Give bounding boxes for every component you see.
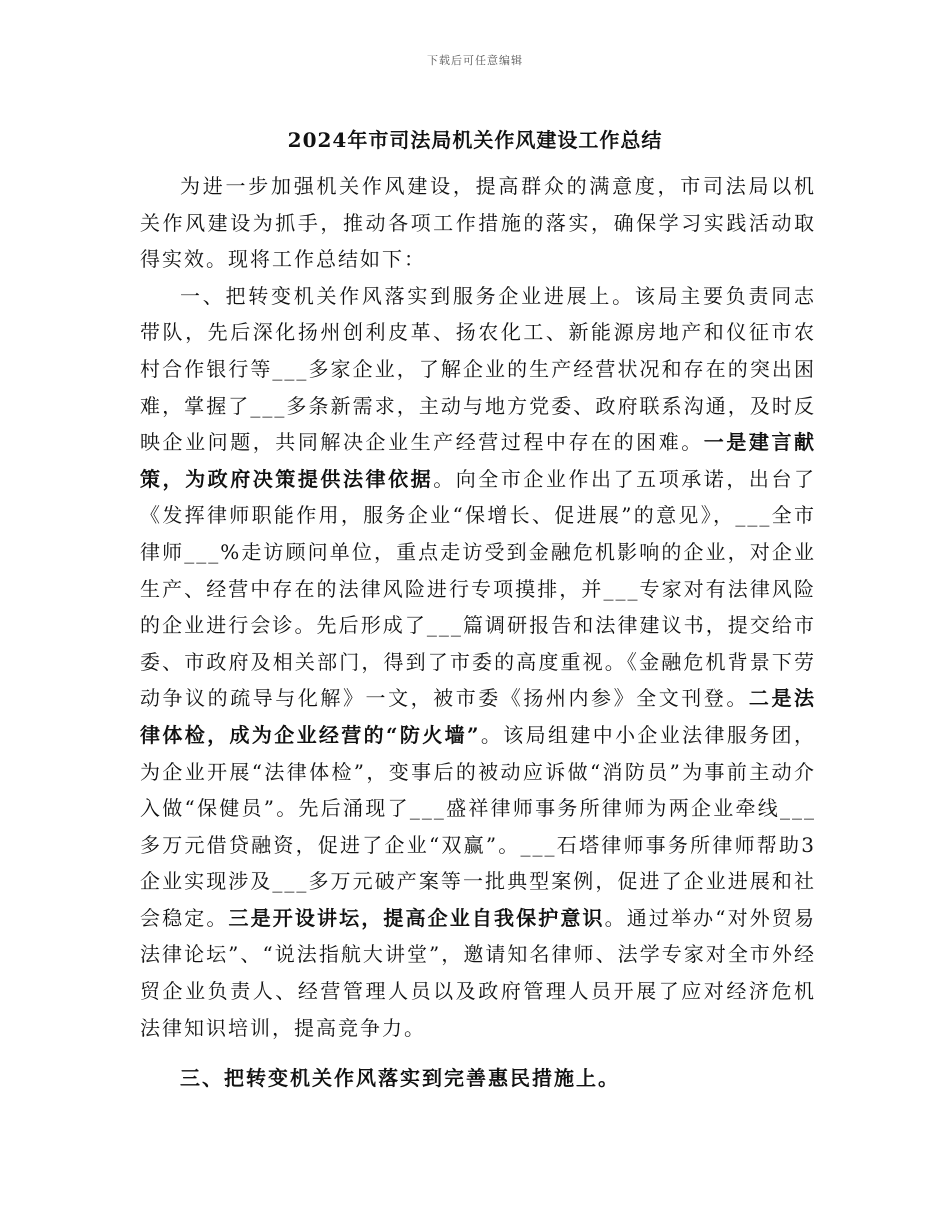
point-2-text: 。该局组建中小企业法律服务团，为企业开展“法律体检”，变事后的被动应诉做“消防员”为事前主动介入做“保健员”。先后涌现了___盛祥律师事务所律师为两企业牵线___多万元借贷融资，促进了企业“双赢”。___石塔律师事务所律师帮助3企业实现涉及___多万元破产案等一批典型案例，促进了企业进展和社会稳定。 [140, 722, 816, 930]
point-2-title: 二是法律体检，成为企业经营的“防火墙” [140, 686, 817, 747]
point-1-title: 一是建言献策，为政府决策提供法律依据 [140, 430, 817, 491]
point-1-text: 。向全市企业作出了五项承诺，出台了《发挥律师职能作用，服务企业“保增长、促进展”的意见》，___全市律师___%走访顾问单位，重点走访受到金融危机影响的企业，对企业生产、经营中存在的法律风险进行专项摸排，并___专家对有法律风险的企业进行会诊。先后形成了___篇调研报告和法律建议书，提交给市委、市政府及相关部门，得到了市委的高度重视。《金融危机背景下劳动争议的疏导与化解》一文，被市委《扬州内参》全文刊登。 [140, 466, 817, 711]
section-1-paragraph [140, 278, 816, 1046]
section-1-lead: 一、把转变机关作风落实到服务企业进展上。该局主要负责同志带队，先后深化扬州创利皮革、扬农化工、新能源房地产和仪征市农村合作银行等___多家企业，了解企业的生产经营状况和存在的突出困难，掌握了___多条新需求，主动与地方党委、政府联系沟通，及时反映企业问题，共同解决企业生产经营过程中存在的困难。 [140, 283, 816, 455]
document-title: 2024年市司法局机关作风建设工作总结 [287, 128, 663, 152]
intro-paragraph: 为进一步加强机关作风建设，提高群众的满意度，市司法局以机关作风建设为抓手，推动各项工作措施的落实，确保学习实践活动取得实效。现将工作总结如下： [140, 174, 816, 272]
point-3-text: 。通过举办“对外贸易法律论坛”、“说法指航大讲堂”，邀请知名律师、法学专家对全市外经贸企业负责人、经营管理人员以及政府管理人员开展了应对经济危机法律知识培训，提高竞争力。 [140, 905, 817, 1040]
point-3-title: 三是开设讲坛，提高企业自我保护意识 [228, 905, 605, 930]
page-header-note: 下载后可任意编辑 [427, 54, 523, 67]
document-body [140, 168, 816, 1097]
section-3-heading: 三、把转变机关作风落实到完善惠民措施上。 [180, 1066, 620, 1091]
